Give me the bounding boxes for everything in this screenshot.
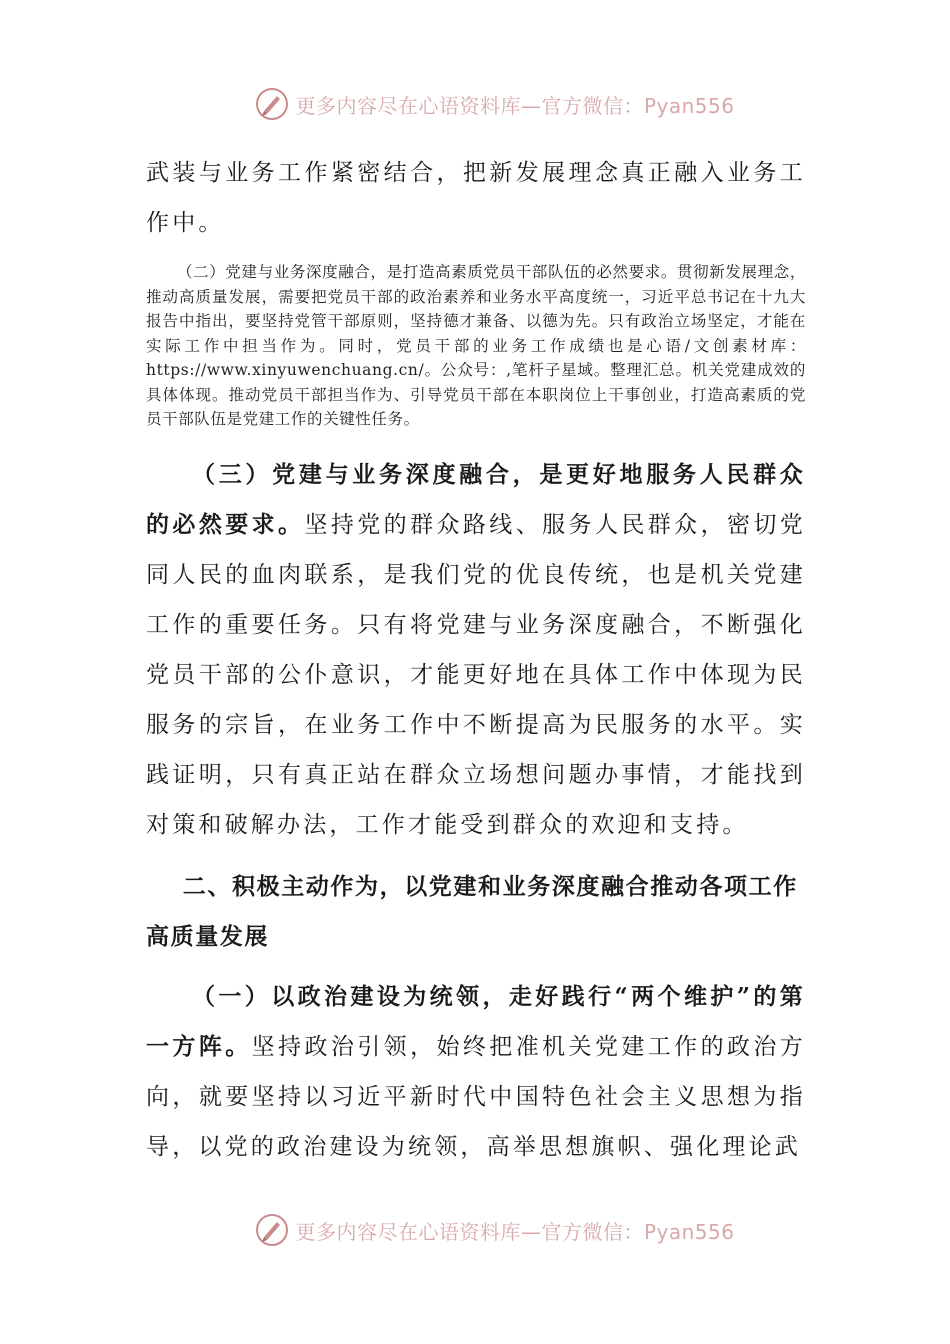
section-heading: 二、积极主动作为，以党建和业务深度融合推动各项工作高质量发展 [146,872,798,950]
paragraph-body: 坚持政治引领，始终把准机关党建工作的政治方向，就要坚持以习近平新时代中国特色社会主义思想为指导，以党的政治建设为统领，高举思想旗帜、强化理论武 [146,1033,806,1160]
paragraph-small-print: （二）党建与业务深度融合，是打造高素质党员干部队伍的必然要求。贯彻新发展理念，推动高质量发展，需要把党员干部的政治素养和业务水平高度统一，习近平总书记在十九大报告中指出，要坚持党管干部原则，坚持德才兼备、以德为先。只有政治立场坚定，才能在实际工作中担当作为。同时，党员干部的业务工作成绩也是心语/文创素材库：https://www.xinyuwenchuang.cn/。公众号：,笔杆子星域。整理汇总。机关党建成效的具体体现。推动党员干部担当作为、引导党员干部在本职岗位上干事创业，打造高素质的党员干部队伍是党建工作的关键性任务。 [146,263,806,428]
page-footer [0,1210,950,1250]
watermark-banner-top [255,87,734,121]
paragraph-body: 坚持党的群众路线、服务人民群众，密切党同人民的血肉联系，是我们党的优良传统，也是机关党建工作的重要任务。只有将党建与业务深度融合，不断强化党员干部的公仆意识，才能更好地在具体工作中体现为民服务的宗旨，在业务工作中不断提高为民服务的水平。实践证明，只有真正站在群众立场想问题办事情，才能找到对策和破解办法，工作才能受到群众的欢迎和支持。 [146,511,806,838]
paragraph-lead-bold: （一）以政治建设为统领，走好践行“两个维护”的第一方阵。 [146,982,806,1060]
watermark-text: 更多内容尽在心语资料库—官方微信：Pyan556 [295,1219,735,1244]
page-header [0,84,950,124]
paragraph-section-three [146,450,806,850]
watermark-banner-bottom [255,1213,734,1247]
pen-logo-icon [255,87,289,121]
paragraph-lead-bold: （三）党建与业务深度融合，是更好地服务人民群众的必然要求。 [146,460,806,538]
paragraph-continuation: 武装与业务工作紧密结合，把新发展理念真正融入业务工作中。 [146,160,806,236]
pen-logo-icon [255,1213,289,1247]
watermark-text: 更多内容尽在心语资料库—官方微信：Pyan556 [295,93,735,118]
document-body [146,148,806,1172]
paragraph-subsection-one [146,972,806,1172]
